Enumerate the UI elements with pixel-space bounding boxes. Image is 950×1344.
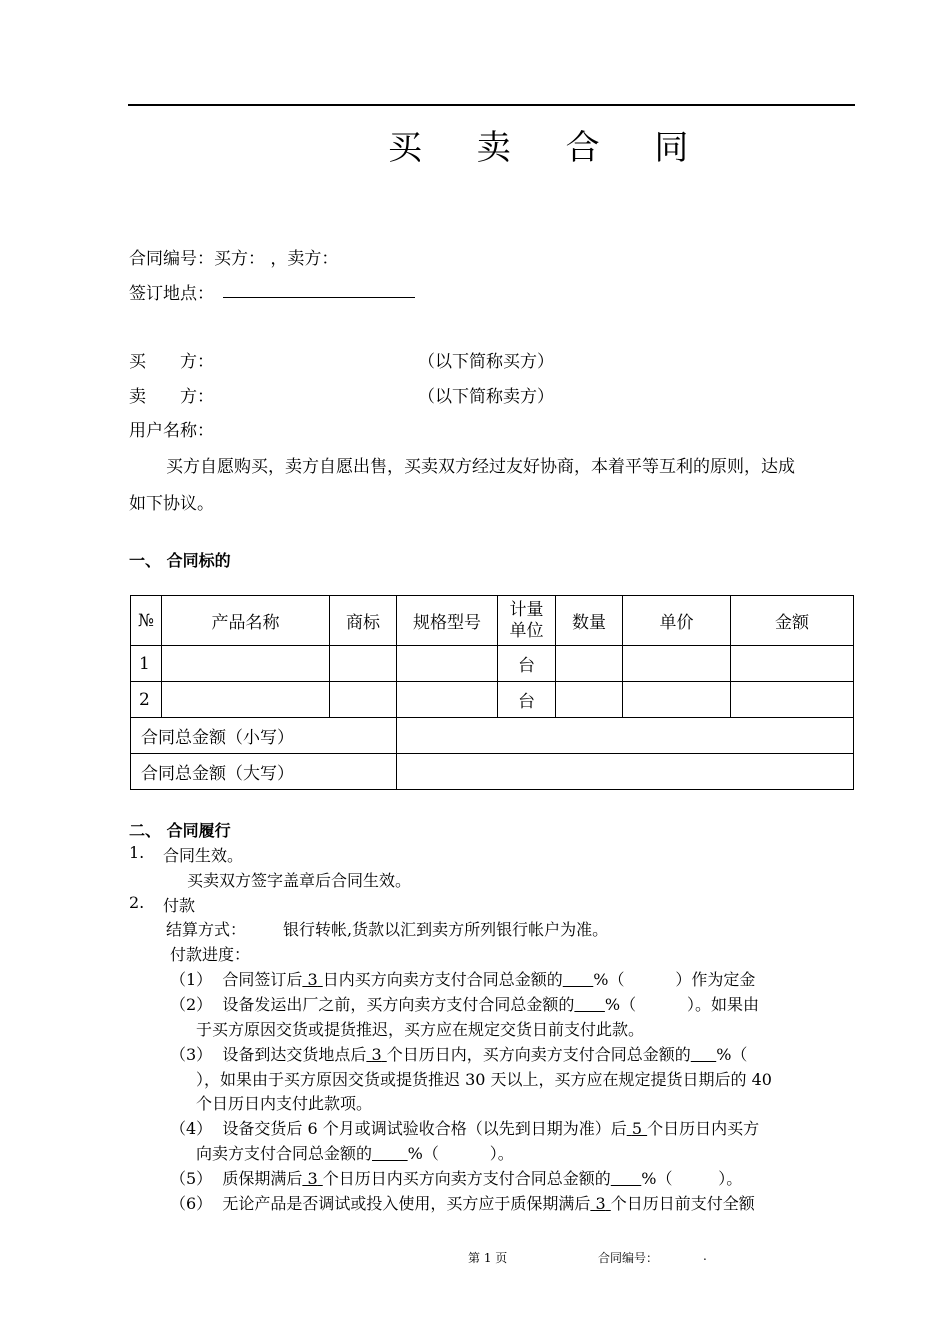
cell-amount[interactable]	[731, 682, 854, 718]
col-header-product-name: 产品名称	[162, 596, 330, 646]
section-2-heading: 二、 合同履行	[129, 821, 231, 840]
sign-place-blank[interactable]	[223, 297, 415, 298]
payment-5-text-c: %（	[641, 1169, 673, 1188]
payment-5-paren-blank[interactable]	[673, 1169, 719, 1188]
payment-2	[170, 992, 759, 1015]
payment-4-text-c: %（	[407, 1144, 439, 1163]
cell-product-name[interactable]	[162, 682, 330, 718]
payment-1-paren-blank[interactable]	[625, 970, 676, 989]
total-small-label: 合同总金额（小写）	[131, 718, 397, 754]
cell-model[interactable]	[397, 646, 498, 682]
buyer-note: （以下简称买方）	[418, 352, 554, 372]
intro-line-2: 如下协议。	[129, 494, 214, 514]
payment-1-number: （1）	[170, 970, 213, 989]
user-name-label: 用户名称：	[129, 421, 214, 441]
seller-label: 卖 方：	[129, 387, 214, 407]
payment-4-text-b: 个日历日内买方	[647, 1119, 760, 1138]
payment-5-text-b: 个日历日内买方向卖方支付合同总金额的	[322, 1169, 611, 1188]
footer-page-number: 第 1 页	[468, 1251, 508, 1265]
sign-place-label: 签订地点：	[129, 284, 214, 304]
total-big-value[interactable]	[397, 754, 854, 790]
cell-unit-price[interactable]	[623, 682, 731, 718]
payment-6	[170, 1191, 755, 1214]
col-header-no: №	[131, 596, 162, 646]
col-header-brand: 商标	[330, 596, 397, 646]
payment-4-paren-blank[interactable]	[439, 1144, 490, 1163]
settlement-label: 结算方式：	[166, 920, 247, 939]
intro-line-1: 买方自愿购买，卖方自愿出售，买卖双方经过友好协商，本着平等互利的原则，达成	[166, 457, 795, 477]
payment-1-days[interactable]: 3	[307, 970, 318, 989]
payment-3-text-c: %（	[716, 1045, 748, 1064]
payment-1-percent-blank[interactable]	[563, 970, 594, 989]
cell-brand[interactable]	[330, 646, 397, 682]
cell-unit: 台	[498, 682, 556, 718]
payment-5-number: （5）	[170, 1169, 213, 1188]
cell-brand[interactable]	[330, 682, 397, 718]
payment-1-text-d: ）作为定金	[675, 970, 756, 989]
item-2-number: 2.	[129, 893, 145, 912]
payment-4-percent-blank[interactable]	[372, 1144, 408, 1163]
col-header-quantity: 数量	[556, 596, 623, 646]
payment-3-line-3: 个日历日内支付此款项。	[196, 1094, 373, 1113]
cell-product-name[interactable]	[162, 646, 330, 682]
payment-2-paren-blank[interactable]	[636, 995, 687, 1014]
payment-4-text-a: 设备交货后 6 个月或调试验收合格（以先到日期为准）后	[222, 1119, 627, 1138]
contract-number-line: 合同编号：买方： ，卖方：	[129, 249, 339, 269]
payment-4-line-2	[196, 1141, 514, 1164]
item-1-number: 1.	[129, 843, 145, 862]
payment-2-text-c: %（	[604, 995, 637, 1014]
payment-3-days[interactable]: 3	[371, 1045, 382, 1064]
payment-1	[170, 967, 755, 990]
payment-5-text-d: ）。	[718, 1169, 743, 1188]
payment-4-number: （4）	[170, 1119, 213, 1138]
total-small-value[interactable]	[397, 718, 854, 754]
col-header-model: 规格型号	[397, 596, 498, 646]
payment-4-days[interactable]: 5	[631, 1119, 642, 1138]
item-1-text: 买卖双方签字盖章后合同生效。	[187, 871, 412, 890]
cell-quantity[interactable]	[556, 646, 623, 682]
cell-unit: 台	[498, 646, 556, 682]
payment-3-text-a: 设备到达交货地点后	[222, 1045, 367, 1064]
payment-5-percent-blank[interactable]	[611, 1169, 642, 1188]
footer-dot: .	[703, 1249, 707, 1263]
payment-5-text-a: 质保期满后	[222, 1169, 303, 1188]
total-big-label: 合同总金额（大写）	[131, 754, 397, 790]
payment-5	[170, 1166, 742, 1189]
payment-2-text-a: 设备发运出厂之前，买方向卖方支付合同总金额的	[222, 995, 575, 1014]
total-small-row	[131, 718, 854, 754]
item-2-title: 付款	[163, 896, 196, 915]
payment-1-text-b: 日内买方向卖方支付合同总金额的	[322, 970, 563, 989]
payment-3-number: （3）	[170, 1045, 213, 1064]
col-header-unit	[498, 596, 556, 646]
col-header-amount: 金额	[731, 596, 854, 646]
footer-contract-number: 合同编号：	[598, 1251, 659, 1265]
col-header-unit-line1: 计量	[509, 599, 544, 620]
item-1-title: 合同生效。	[163, 846, 244, 865]
items-table	[130, 595, 854, 790]
payment-6-text-b: 个日历日前支付全额	[610, 1194, 755, 1213]
payment-6-number: （6）	[170, 1194, 213, 1213]
payment-5-days[interactable]: 3	[307, 1169, 318, 1188]
payment-4-text-line2a: 向卖方支付合同总金额的	[196, 1144, 373, 1163]
payment-2-line-2: 于买方原因交货或提货推迟，买方应在规定交货日前支付此款。	[196, 1020, 645, 1039]
table-header-row	[131, 596, 854, 646]
payment-1-text-c: %（	[593, 970, 625, 989]
row-no: 2	[131, 682, 162, 718]
table-row	[131, 646, 854, 682]
seller-note: （以下简称卖方）	[418, 387, 554, 407]
payment-2-text-d: ）。如果由	[686, 995, 759, 1014]
settlement-text: 银行转帐,货款以汇到卖方所列银行帐户为准。	[283, 920, 609, 939]
payment-3-line-2: ），如果由于买方原因交货或提货推迟 30 天以上，买方应在规定提货日期后的 40	[196, 1070, 772, 1089]
section-1-heading: 一、 合同标的	[129, 551, 231, 570]
cell-unit-price[interactable]	[623, 646, 731, 682]
payment-3	[170, 1042, 747, 1065]
payment-3-text-b: 个日历日内，买方向卖方支付合同总金额的	[386, 1045, 691, 1064]
table-row	[131, 682, 854, 718]
payment-2-number: （2）	[170, 995, 213, 1014]
total-big-row	[131, 754, 854, 790]
row-no: 1	[131, 646, 162, 682]
cell-model[interactable]	[397, 682, 498, 718]
payment-6-days[interactable]: 3	[595, 1194, 606, 1213]
cell-amount[interactable]	[731, 646, 854, 682]
cell-quantity[interactable]	[556, 682, 623, 718]
payment-2-percent-blank[interactable]	[574, 995, 605, 1014]
payment-6-text-a: 无论产品是否调试或投入使用，买方应于质保期满后	[222, 1194, 591, 1213]
col-header-unit-line2: 单位	[509, 620, 544, 641]
payment-3-percent-blank[interactable]	[691, 1045, 716, 1064]
header-rule	[128, 104, 855, 106]
buyer-label: 买 方：	[129, 352, 214, 372]
payment-1-text-a: 合同签订后	[222, 970, 303, 989]
document-title: 买 卖 合 同	[388, 128, 711, 168]
col-header-unit-price: 单价	[623, 596, 731, 646]
progress-label: 付款进度：	[170, 945, 251, 964]
payment-4-text-d: ）。	[489, 1144, 514, 1163]
payment-4	[170, 1116, 759, 1139]
